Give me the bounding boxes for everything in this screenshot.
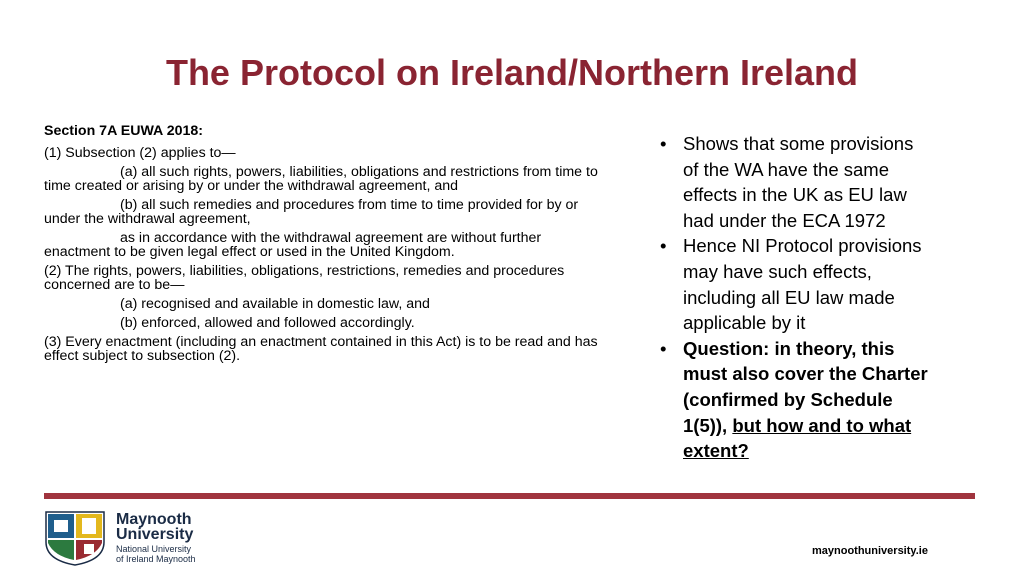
slide-title: The Protocol on Ireland/Northern Ireland xyxy=(165,52,859,93)
bullet-text-bold: Question: in theory, this must also cover the Charter (confirmed by Schedule 1(5)), xyxy=(683,337,928,436)
paragraph: (1) Subsection (2) applies to— xyxy=(44,145,236,161)
bullet-marker: • xyxy=(660,337,667,359)
legislation-text xyxy=(44,124,604,368)
crest-icon xyxy=(44,510,106,566)
paragraph: (a) all such rights, powers, liabilities, obligations and restrictions from time to time created or arising by or under the withdrawal agreement, and xyxy=(44,164,598,194)
paragraph: (b) enforced, allowed and followed accordingly. xyxy=(120,315,415,331)
footer-url[interactable]: maynoothuniversity.ie xyxy=(812,545,928,557)
logo-subtitle xyxy=(116,544,196,564)
divider-rule xyxy=(44,493,975,499)
logo-sub-line: of Ireland Maynooth xyxy=(116,554,196,564)
logo-wordmark xyxy=(116,512,193,542)
university-logo xyxy=(44,510,214,566)
bullet-item xyxy=(660,131,930,233)
bullet-item xyxy=(660,233,930,335)
bullet-marker: • xyxy=(660,133,667,154)
bullet-list xyxy=(660,131,930,464)
logo-line: Maynooth xyxy=(116,511,192,528)
bullet-marker: • xyxy=(660,235,667,257)
bullet-text: Shows that some provisions of the WA have the same effects in the UK as EU law had under the ECA 1972 xyxy=(683,133,914,231)
paragraph: (3) Every enactment (including an enactment contained in this Act) is to be read and has effect subject to subsection (2). xyxy=(44,334,598,364)
paragraph: as in accordance with the withdrawal agreement are without further enactment to be given legal effect or used in the United Kingdom. xyxy=(44,230,542,260)
paragraph: (a) recognised and available in domestic law, and xyxy=(120,296,430,312)
section-heading: Section 7A EUWA 2018: xyxy=(44,123,203,139)
paragraph: (b) all such remedies and procedures from time to time provided for by or under the withdrawal agreement, xyxy=(44,197,579,227)
bullet-text-underlined: but how and to what extent? xyxy=(683,414,912,462)
bullet-item xyxy=(660,336,930,464)
paragraph: (2) The rights, powers, liabilities, obligations, restrictions, remedies and procedures concerned are to be— xyxy=(44,263,565,293)
bullet-text: Hence NI Protocol provisions may have such effects, including all EU law made applicable by it xyxy=(683,235,922,334)
logo-sub-line: National University xyxy=(116,544,192,554)
logo-line: University xyxy=(116,526,194,543)
